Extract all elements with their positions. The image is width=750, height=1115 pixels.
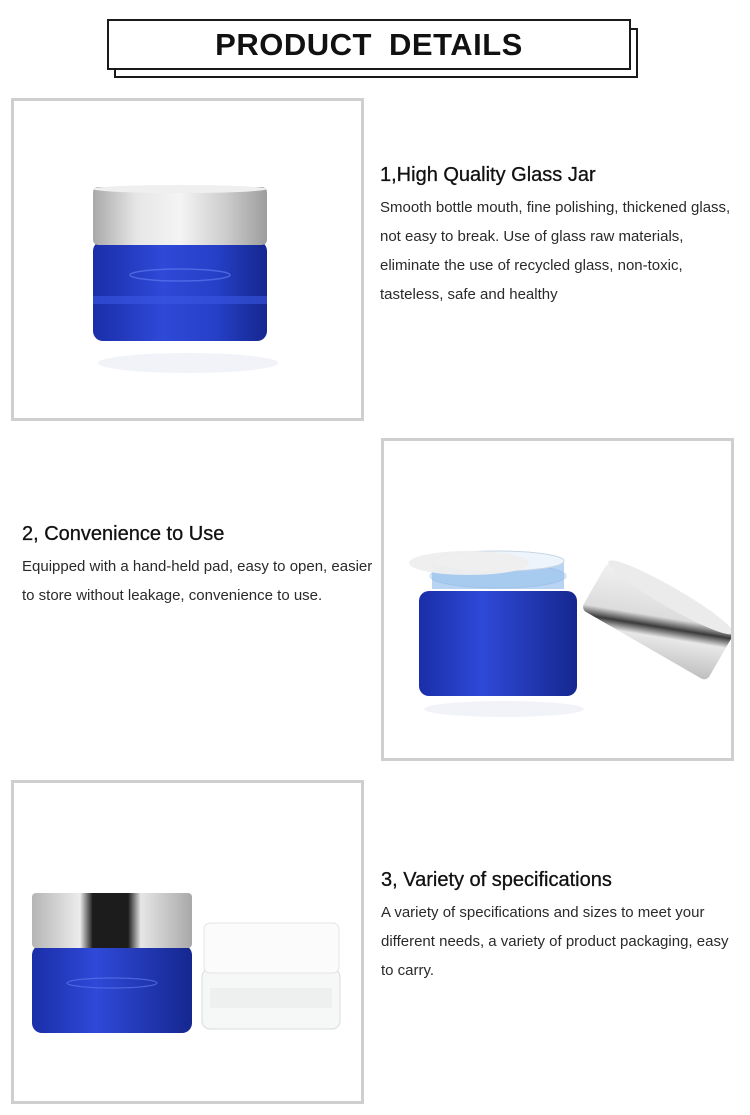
jar-image-2 [384,441,731,758]
jar-image-3 [14,783,361,1101]
feature-2 [22,523,377,610]
feature-1-body: Smooth bottle mouth, fine polishing, thickened glass, not easy to break. Use of glass raw materials, eliminate the use of recycled glass, non-toxic, tasteless, safe and healthy [380,199,731,303]
jar-image-1 [14,101,361,418]
product-image-frame-1 [11,98,364,421]
product-image-frame-3 [11,780,364,1104]
feature-1-title: 1,High Quality Glass Jar [380,164,596,186]
feature-2-title: 2, Convenience to Use [22,523,225,545]
feature-3-body: A variety of specifications and sizes to meet your different needs, a variety of product packaging, easy to carry. [381,904,729,979]
page-title: PRODUCT DETAILS [215,26,523,62]
page-title-banner [107,19,631,70]
feature-2-body: Equipped with a hand-held pad, easy to open, easier to store without leakage, convenience to use. [22,558,373,604]
feature-3-title: 3, Variety of specifications [381,869,612,891]
feature-1 [380,164,740,309]
feature-3 [381,869,741,985]
product-image-frame-2 [381,438,734,761]
